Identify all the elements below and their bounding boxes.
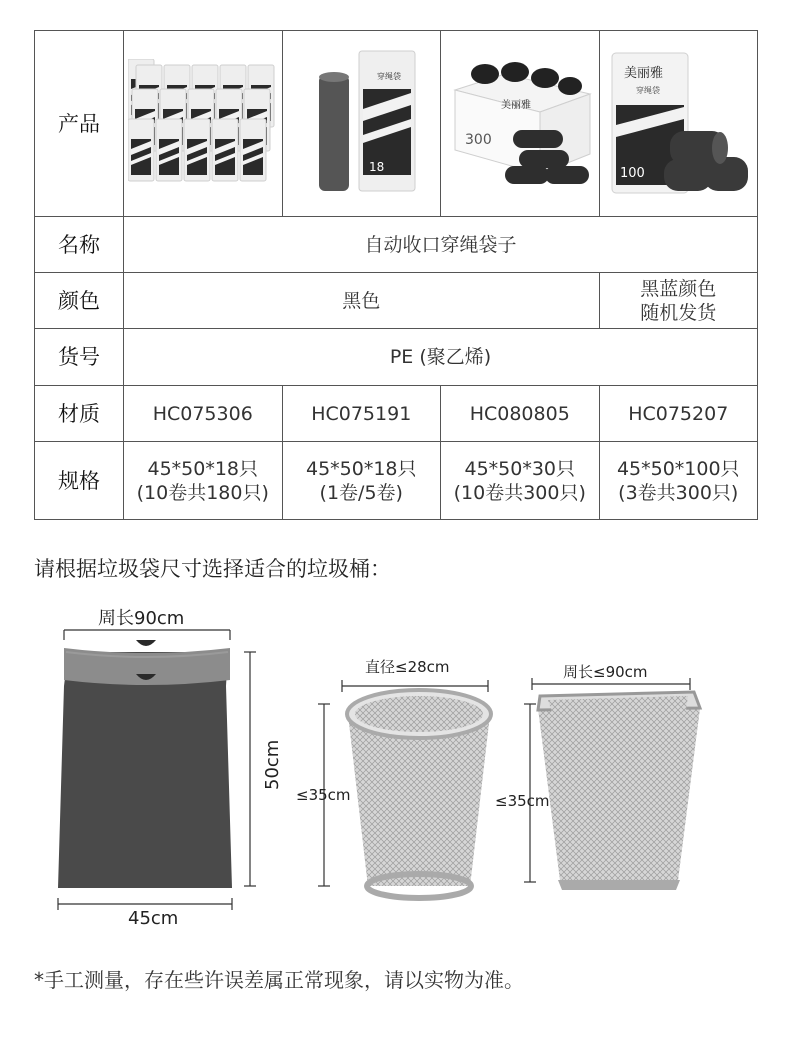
material-value-1: HC075306 — [124, 386, 283, 442]
color-value-alt — [599, 273, 758, 329]
square-bin-height-label: ≤35cm — [495, 792, 550, 810]
material-value-3: HC080805 — [441, 386, 600, 442]
row-head-material: 材质 — [35, 386, 124, 442]
product-packs-icon — [128, 59, 278, 189]
spec-2-line1: 45*50*18只 — [305, 457, 417, 480]
spec-3-line2: (10卷共300只) — [453, 481, 586, 504]
spec-4-line1: 45*50*100只 — [616, 457, 740, 480]
svg-text:100: 100 — [620, 165, 646, 181]
spec-value-4 — [599, 442, 758, 520]
row-color — [35, 273, 758, 329]
product-image-4 — [599, 31, 758, 217]
spec-value-3 — [441, 442, 600, 520]
svg-text:穿绳袋: 穿绳袋 — [636, 85, 661, 95]
svg-text:美丽雅: 美丽雅 — [624, 65, 664, 81]
row-head-product: 产品 — [35, 31, 124, 217]
bag-icon — [58, 640, 232, 888]
row-name — [35, 217, 758, 273]
spec-table — [34, 30, 758, 520]
material-value-2: HC075191 — [282, 386, 441, 442]
code-value: PE (聚乙烯) — [124, 329, 758, 386]
product-image-2 — [282, 31, 441, 217]
svg-text:美丽雅: 美丽雅 — [500, 99, 531, 111]
spec-1-line2: (10卷共180只) — [136, 481, 269, 504]
svg-text:穿绳袋: 穿绳袋 — [377, 71, 402, 81]
square-bin-top-label: 周长≤90cm — [563, 663, 648, 681]
guide-title: 请根据垃圾袋尺寸选择适合的垃圾桶： — [34, 557, 391, 581]
bag-width-label: 45cm — [128, 908, 179, 929]
product-box-icon — [445, 54, 595, 194]
svg-text:18: 18 — [369, 159, 385, 174]
row-head-code: 货号 — [35, 329, 124, 386]
round-mesh-bin-icon — [347, 690, 491, 898]
product-roll-pack-icon — [301, 49, 421, 199]
row-material — [35, 386, 758, 442]
row-spec — [35, 442, 758, 520]
color-value-main: 黑色 — [124, 273, 600, 329]
name-value: 自动收口穿绳袋子 — [124, 217, 758, 273]
spec-1-line1: 45*50*18只 — [147, 457, 259, 480]
size-guide-diagram — [0, 590, 790, 920]
round-bin-top-label: 直径≤28cm — [365, 658, 450, 676]
spec-value-1 — [124, 442, 283, 520]
spec-4-line2: (3卷共300只) — [618, 481, 739, 504]
spec-value-2 — [282, 442, 441, 520]
row-head-name: 名称 — [35, 217, 124, 273]
bag-top-label: 周长90cm — [98, 608, 185, 629]
row-head-color: 颜色 — [35, 273, 124, 329]
product-bulk-pack-icon — [608, 49, 748, 199]
material-value-4: HC075207 — [599, 386, 758, 442]
square-mesh-bin-icon — [538, 692, 700, 890]
row-code — [35, 329, 758, 386]
spec-2-line2: (1卷/5卷) — [319, 481, 403, 504]
spec-3-line1: 45*50*30只 — [464, 457, 576, 480]
footnote: *手工测量，存在些许误差属正常现象，请以实物为准。 — [34, 968, 524, 992]
svg-text:300: 300 — [464, 131, 492, 148]
color-alt-line1: 黑蓝颜色 — [640, 277, 717, 300]
row-product — [35, 31, 758, 217]
bag-height-label: 50cm — [262, 739, 283, 790]
round-bin-height-label: ≤35cm — [296, 786, 351, 804]
color-alt-line2: 随机发货 — [640, 301, 717, 324]
product-image-3 — [441, 31, 600, 217]
row-head-spec: 规格 — [35, 442, 124, 520]
product-image-1 — [124, 31, 283, 217]
